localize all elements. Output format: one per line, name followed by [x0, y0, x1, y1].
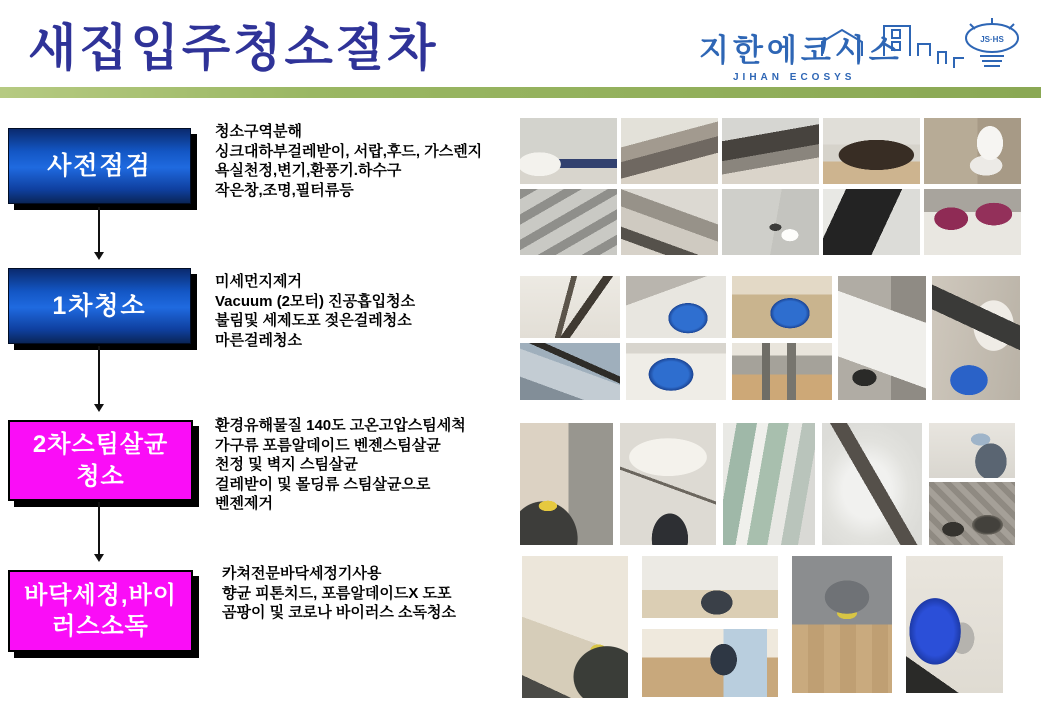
photo-washed-panels — [838, 276, 926, 400]
photo-squeegee-foam — [932, 276, 1020, 400]
step4-description — [222, 564, 552, 623]
desc-line: 향균 피톤치드, 포름알데이드X 도포 — [222, 584, 452, 602]
page-title: 새집입주청소절차 — [28, 20, 439, 76]
desc-line: 곰팡이 및 코로나 바이러스 소독청소 — [222, 604, 457, 621]
flow-box-pre-inspection — [8, 128, 191, 204]
photo-grid-steam-cleaning — [520, 423, 1015, 545]
photo-cabinet-panels — [621, 189, 718, 255]
photo-glove-sink — [626, 343, 726, 400]
desc-line: 마른걸레청소 — [215, 331, 302, 349]
desc-line: 미세먼지제거 — [215, 273, 302, 290]
photo-toilet-steam — [822, 423, 922, 545]
flow-box-label-line1: 바닥세정,바이 — [24, 581, 177, 609]
photo-ceiling-fixture — [929, 423, 1015, 478]
photo-storage-bins — [924, 189, 1021, 255]
flow-box-label-line2: 청소 — [76, 462, 125, 490]
photo-scrubber-marble — [522, 556, 628, 698]
desc-line: Vacuum (2모터) 진공흡입청소 — [215, 292, 416, 310]
flow-arrow-down-2 — [98, 346, 100, 410]
flow-box-label: 1차청소 — [52, 291, 147, 320]
photo-open-drawers — [520, 189, 617, 255]
header-divider-bar — [0, 87, 1041, 98]
photo-under-sink-pipes — [732, 343, 832, 400]
flow-arrow-down-1 — [98, 207, 100, 258]
flow-box-label-line2: 러스소독 — [52, 613, 149, 640]
photo-grid-first-cleaning — [520, 276, 1020, 400]
flow-box-label: 사전점검 — [47, 151, 152, 180]
photo-window-steam — [723, 423, 815, 545]
photo-ceiling-vacuum — [520, 276, 620, 338]
desc-line: 천정 및 벽지 스팀살균 — [215, 456, 358, 473]
photo-ceiling-steam — [620, 423, 716, 545]
flow-box-steam-sterilize — [8, 420, 193, 501]
desc-line: 싱크대하부걸레받이, 서랍,후드, 가스렌지 — [215, 142, 483, 160]
photo-toilet — [924, 118, 1021, 184]
company-logo — [699, 16, 1029, 86]
desc-line: 환경유해물질 140도 고온고압스팀세척 — [215, 417, 466, 434]
photo-drain-grate — [929, 482, 1015, 545]
desc-line: 벤젠제거 — [215, 495, 273, 512]
svg-text:JS·HS: JS·HS — [980, 35, 1004, 44]
photo-dark-furniture — [823, 118, 920, 184]
desc-line: 걸레받이 및 몰딩류 스팀살균으로 — [215, 475, 431, 493]
photo-grid-pre-inspection — [520, 118, 1021, 255]
photo-scrubber-brush — [792, 556, 892, 693]
photo-steam-machine — [520, 423, 613, 545]
logo-korean-text: 지한에코시스 — [699, 33, 903, 68]
step3-description — [215, 416, 545, 514]
desc-line: 청소구역분해 — [215, 123, 302, 140]
flow-arrow-down-3 — [98, 502, 100, 560]
photo-glove-cabinet — [732, 276, 832, 338]
photo-plastic-window — [520, 343, 620, 400]
photo-grid-floor-cleaning — [522, 556, 1003, 698]
photo-scrubber-room — [642, 556, 778, 618]
desc-line: 카쳐전문바닥세정기사용 — [222, 565, 382, 582]
desc-line: 욕실천정,변기,환풍기.하수구 — [215, 162, 402, 179]
photo-polisher-towel — [906, 556, 1003, 693]
desc-line: 가구류 포름알데이드 벤젠스팀살균 — [215, 436, 441, 454]
photo-gas-range — [722, 118, 819, 184]
photo-tile-floor — [722, 189, 819, 255]
photo-kitchen-cabinets — [621, 118, 718, 184]
photo-gloves-window-frame — [626, 276, 726, 338]
desc-line: 작은창,조명,필터류등 — [215, 181, 354, 199]
step2-description — [215, 272, 545, 350]
desc-line: 불림및 세제도포 젖은걸레청소 — [215, 312, 412, 329]
logo-english-text: JIHAN ECOSYS — [733, 72, 856, 83]
photo-window-frames — [520, 118, 617, 184]
photo-scrubber-wood — [642, 629, 778, 697]
step1-description — [215, 122, 545, 200]
flow-box-floor-disinfect — [8, 570, 193, 652]
flow-box-first-cleaning — [8, 268, 191, 344]
photo-vent-grille — [823, 189, 920, 255]
flow-box-label-line1: 2차스팀살균 — [32, 431, 169, 459]
